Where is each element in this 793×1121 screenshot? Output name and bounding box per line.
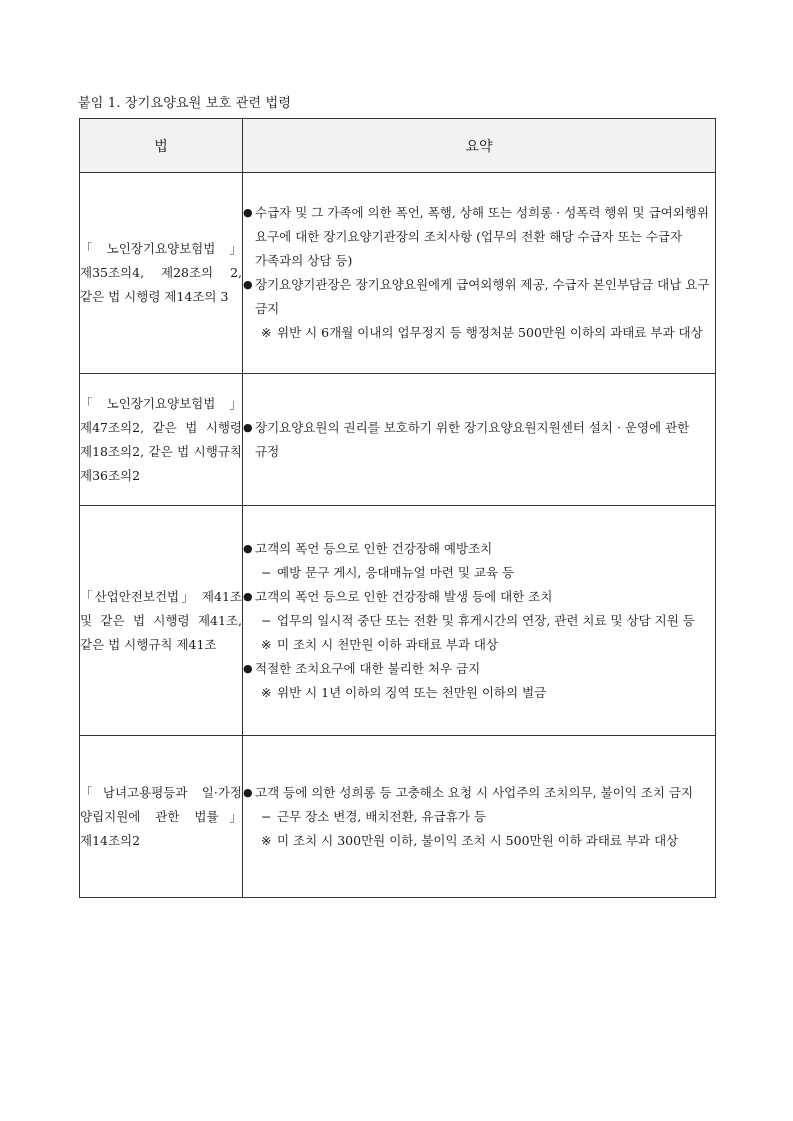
law-text: 「산업안전보건법」 제41조 및 같은 법 시행령 제41조, 같은 법 시행규칙 제41조 [80, 588, 242, 652]
table-row [80, 173, 716, 374]
bullet-icon: ● [243, 661, 253, 675]
note-mark: ※ [261, 325, 272, 340]
summary-item [243, 561, 715, 585]
summary-item-text: 미 조치 시 300만원 이하, 불이익 조치 시 500만원 이하 과태료 부과 대상 [277, 832, 679, 848]
note-mark: ※ [261, 832, 272, 848]
table-row [80, 374, 716, 506]
summary-item [243, 416, 715, 464]
summary-item-text: 적절한 조치요구에 대한 불리한 처우 금지 [255, 660, 481, 676]
summary-item-text: 위반 시 1년 이하의 징역 또는 천만원 이하의 벌금 [277, 684, 547, 700]
bullet-icon: ● [243, 589, 253, 603]
law-text: 「노인장기요양보험법」 제35조의4, 제28조의 2, 같은 법 시행령 제14조의 3 [80, 241, 242, 304]
summary-item-text: 미 조치 시 천만원 이하 과태료 부과 대상 [277, 636, 499, 652]
summary-item [243, 657, 715, 681]
law-table [79, 118, 716, 898]
summary-item [243, 585, 715, 609]
dash-mark: − [261, 564, 272, 580]
header-summary: 요약 [243, 119, 716, 173]
summary-item-text: 업무의 일시적 중단 또는 전환 및 휴게시간의 연장, 관련 치료 및 상담 지원 등 [277, 612, 695, 628]
law-cell [80, 506, 243, 736]
document-caption: 붙임 1. 장기요양요원 보호 관련 법령 [78, 96, 292, 111]
table-header-row [80, 119, 716, 173]
law-text: 「노인장기요양보험법」 제47조의2, 같은 법 시행령 제18조의2, 같은 법 시행규칙 제36조의2 [80, 395, 242, 483]
summary-cell [243, 736, 716, 898]
law-cell [80, 173, 243, 374]
table-row [80, 736, 716, 898]
summary-item-text: 근무 장소 변경, 배치전환, 유급휴가 등 [277, 808, 486, 824]
bullet-icon: ● [243, 206, 253, 219]
dash-mark: − [261, 612, 272, 628]
summary-cell [243, 506, 716, 736]
summary-item [243, 273, 715, 321]
summary-cell [243, 374, 716, 506]
summary-item [243, 681, 715, 705]
law-cell [80, 374, 243, 506]
summary-cell [243, 173, 716, 374]
summary-item [243, 805, 715, 829]
summary-item-text: 고객 등에 의한 성희롱 등 고충해소 요청 시 사업주의 조치의무, 불이익 조치 금지 [255, 784, 694, 800]
law-cell [80, 736, 243, 898]
summary-item [243, 609, 715, 633]
summary-item-text: 수급자 및 그 가족에 의한 폭언, 폭행, 상해 또는 성희롱 · 성폭력 행위 및 급여외행위 요구에 대한 장기요양기관장의 조치사항 (업무의 전환 해당 수급자 또는 수급자 가족과의 상담 등) [255, 205, 709, 268]
bullet-icon: ● [243, 541, 253, 555]
summary-item-text: 예방 문구 게시, 응대매뉴얼 마련 및 교육 등 [277, 564, 515, 580]
summary-item [243, 201, 715, 273]
summary-item [243, 633, 715, 657]
note-mark: ※ [261, 636, 272, 652]
summary-item-text: 위반 시 6개월 이내의 업무정지 등 행정처분 500만원 이하의 과태료 부과 대상 [277, 325, 703, 340]
summary-item-text: 고객의 폭언 등으로 인한 건강장해 발생 등에 대한 조치 [255, 588, 553, 604]
summary-item [243, 829, 715, 853]
summary-item-text: 고객의 폭언 등으로 인한 건강장해 예방조치 [255, 540, 493, 556]
header-law: 법 [80, 119, 243, 173]
bullet-icon: ● [243, 420, 253, 434]
summary-item [243, 537, 715, 561]
dash-mark: − [261, 808, 272, 824]
summary-item [243, 781, 715, 805]
table-row [80, 506, 716, 736]
bullet-icon: ● [243, 785, 253, 799]
summary-item-text: 장기요양기관장은 장기요양요원에게 급여외행위 제공, 수급자 본인부담금 대납 요구 금지 [255, 277, 710, 316]
law-text: 「남녀고용평등과 일·가정 양립지원에 관한 법률」 제14조의2 [80, 784, 242, 848]
note-mark: ※ [261, 684, 272, 700]
summary-item-text: 장기요양요원의 권리를 보호하기 위한 장기요양요원지원센터 설치 · 운영에 관한 규정 [255, 419, 690, 459]
bullet-icon: ● [243, 278, 253, 291]
summary-item [243, 321, 715, 345]
